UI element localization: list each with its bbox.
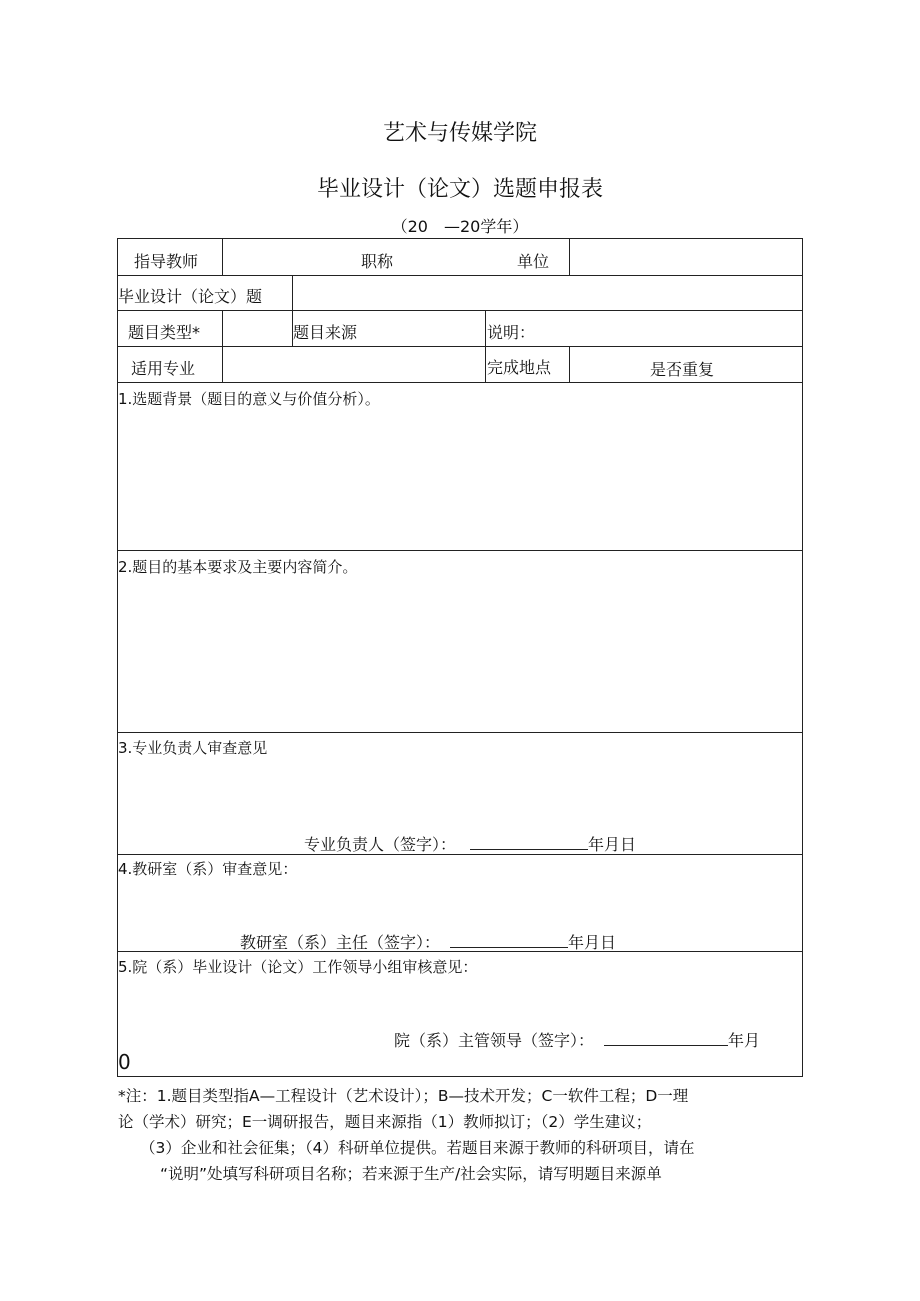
signature-label: 专业负责人（签字）： — [304, 835, 457, 854]
footnote-line: *注：1.题目类型指A—工程设计（艺术设计）；B—技术开发；C一软件工程；D一理 — [118, 1087, 689, 1105]
row-divider — [117, 382, 803, 383]
col-divider — [569, 238, 570, 275]
row-divider — [117, 732, 803, 733]
section-1-heading: 1.选题背景（题目的意义与价值分析）。 — [118, 390, 380, 408]
section-4-signature — [240, 930, 616, 953]
form-title: 毕业设计（论文）选题申报表 — [316, 177, 603, 202]
college-name: 艺术与传媒学院 — [382, 121, 537, 146]
col-divider — [569, 346, 570, 382]
topic-source-label: 题目来源 — [293, 323, 358, 342]
date-label: 年月日 — [588, 835, 637, 854]
section-5-heading: 5.院（系）毕业设计（论文）工作领导小组审核意见： — [118, 958, 478, 976]
topic-type-label: 题目类型* — [128, 323, 201, 342]
location-label: 完成地点 — [487, 358, 552, 377]
description-label: 说明： — [487, 323, 536, 342]
row-divider — [117, 346, 803, 347]
footnote-line: 论（学术）研究；E一调研报告，题目来源指（1）教师拟订；（2）学生建议； — [118, 1113, 652, 1131]
signature-label: 院（系）主管领导（签字）： — [394, 1031, 595, 1050]
academic-year: （20 —20学年） — [391, 217, 529, 236]
table-border-top — [117, 238, 803, 239]
title-rank-label: 职称 — [361, 252, 394, 271]
topic-label: 毕业设计（论文）题 — [118, 287, 263, 306]
signature-line[interactable] — [450, 932, 568, 948]
date-label: 年月日 — [568, 933, 617, 952]
signature-line[interactable] — [604, 1030, 728, 1046]
section-2-heading: 2.题目的基本要求及主要内容简介。 — [118, 558, 358, 576]
section-4-heading: 4.教研室（系）审查意见： — [118, 860, 298, 878]
signature-line[interactable] — [470, 834, 588, 850]
table-border-left — [117, 238, 118, 1076]
col-divider — [292, 275, 293, 310]
signature-label: 教研室（系）主任（签字）： — [240, 933, 441, 952]
unit-label: 单位 — [517, 252, 550, 271]
row-divider — [117, 275, 803, 276]
footnote-line: “说明”处填写科研项目名称；若来源于生产/社会实际，请写明题目来源单 — [160, 1165, 662, 1183]
major-label: 适用专业 — [131, 359, 196, 378]
section-3-signature — [304, 832, 636, 855]
col-divider — [222, 310, 223, 382]
row-divider — [117, 310, 803, 311]
footnote — [118, 1083, 804, 1187]
advisor-label: 指导教师 — [134, 252, 199, 271]
section-5-tail: 0 — [118, 1050, 131, 1074]
footnote-line: （3）企业和社会征集；（4）科研单位提供。若题目来源于教师的科研项目，请在 — [140, 1139, 695, 1157]
table-border-bottom — [117, 1076, 803, 1077]
section-5-signature — [394, 1028, 760, 1051]
repeat-label: 是否重复 — [650, 360, 715, 379]
row-divider — [117, 550, 803, 551]
date-label: 年月 — [728, 1031, 761, 1050]
col-divider — [485, 310, 486, 382]
col-divider — [222, 238, 223, 275]
table-border-right — [802, 238, 803, 1076]
section-3-heading: 3.专业负责人审查意见 — [118, 739, 268, 757]
